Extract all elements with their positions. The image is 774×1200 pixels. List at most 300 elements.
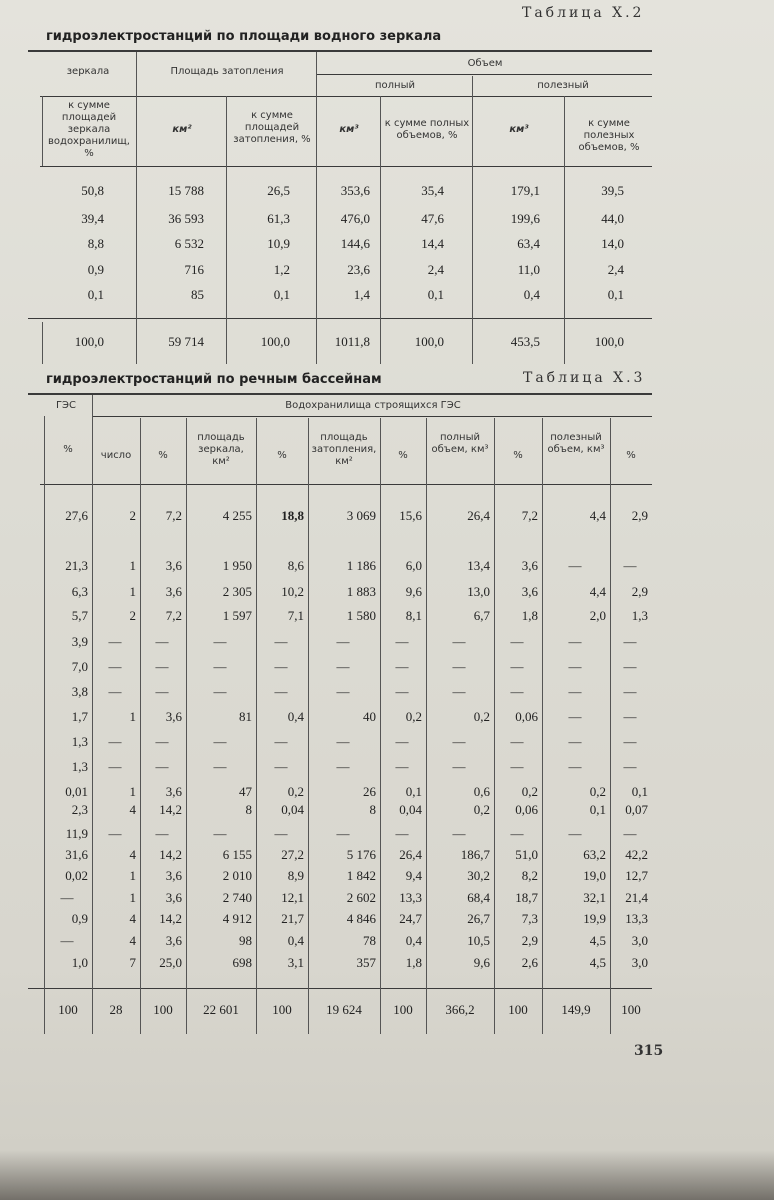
table-x3-cell: 4 846: [346, 911, 376, 926]
table-x3-cell: 4 912: [222, 911, 252, 926]
table-x2-cell: 23,6: [347, 262, 370, 277]
table-x3-cell: 40: [363, 709, 376, 724]
table-x2-cell: 8,8: [87, 236, 104, 251]
table-x3-cell: 0,02: [65, 868, 88, 883]
table-x3-cell: 8,1: [405, 608, 422, 623]
table-x3-cell: 1,7: [71, 709, 88, 724]
table-x2-cell: 39,4: [81, 211, 104, 226]
table-x2-total-rule: [28, 318, 652, 319]
table-x3-cell: 1 883: [346, 584, 376, 599]
table-x3-cell: 0,2: [473, 709, 490, 724]
table-x2-cell: 36 593: [168, 211, 204, 226]
table-x3-cell: 13,0: [467, 584, 490, 599]
table-x3-cell: 7,2: [521, 508, 538, 523]
table-x3-cell: 9,6: [473, 955, 490, 970]
table-x3-cell: 8,2: [521, 868, 538, 883]
table-x2-cell: 10,9: [267, 236, 290, 251]
table-x3-total-cell: 19 624: [326, 1002, 362, 1017]
table-x2-total-cell: 59 714: [168, 334, 204, 349]
table-x3-cell: 42,2: [625, 847, 648, 862]
table-x3-cell: 7,0: [71, 659, 88, 674]
table-x2-cell: 44,0: [601, 211, 624, 226]
table-x3-cell: —: [274, 826, 288, 841]
table-x3-cell: —: [623, 826, 637, 841]
table-x3-cell: —: [510, 759, 524, 774]
table-x3-total-rule: [28, 988, 652, 989]
table-x3-cell: 5,7: [71, 608, 88, 623]
table-x3-cell: 51,0: [515, 847, 538, 862]
table-x3-cell: 26,4: [467, 508, 490, 523]
table-x3-cell: 2: [129, 508, 136, 523]
table-x3-cell: 357: [356, 955, 376, 970]
table-x3-cell: 1 580: [346, 608, 376, 623]
table-x2-cell: 2,4: [427, 262, 444, 277]
table-x3-cell: 0,01: [65, 784, 88, 799]
table-x2-total-cell: 1011,8: [334, 334, 370, 349]
table-x2-cell: 61,3: [267, 211, 290, 226]
table-x2-cell: 35,4: [421, 183, 444, 198]
table-x2-vrule: [226, 96, 227, 364]
table-x3-cell: 14,2: [159, 847, 182, 862]
table-x3-cell: 19,0: [583, 868, 606, 883]
table-x3-cell: 5 176: [346, 847, 376, 862]
table-x3-cell: 10,2: [281, 584, 304, 599]
table-x2-cell: 0,1: [607, 287, 624, 302]
table-x3-cell: 1 597: [222, 608, 252, 623]
table-x3-cell: 21,3: [65, 558, 88, 573]
table-x3-cell: 1,3: [71, 734, 88, 749]
table-x3-cell: 0,07: [625, 802, 648, 817]
table-x3-cell: 32,1: [583, 890, 606, 905]
table-x3-cell: 8: [369, 802, 376, 817]
table-x3-cell: —: [510, 634, 524, 649]
table-x2-header-km2: км²: [172, 124, 192, 135]
table-x3-cell: 1 950: [222, 558, 252, 573]
table-x3-total-cell: 366,2: [445, 1002, 475, 1017]
table-x3-cell: 3,6: [521, 558, 538, 573]
table-x3-cell: 47: [239, 784, 252, 799]
table-x3-cell: 4,4: [589, 584, 606, 599]
table-x3-cell: 4: [129, 911, 136, 926]
table-x2-header-bottom-rule: [40, 166, 652, 167]
table-x3-cell: 2 602: [346, 890, 376, 905]
table-x3-cell: —: [108, 759, 122, 774]
table-x3-cell: 31,6: [65, 847, 88, 862]
table-x3-cell: —: [108, 826, 122, 841]
table-x2-cell: 0,1: [87, 287, 104, 302]
table-x3-cell: 2,9: [631, 508, 648, 523]
table-x3-cell: 1: [129, 558, 136, 573]
table-x2-vrule: [42, 96, 43, 166]
table-x3-vrule: [308, 418, 309, 1034]
table-x3-cell: —: [155, 659, 169, 674]
table-x3-subheader-rule: [92, 416, 652, 417]
table-x3-cell: 10,5: [467, 933, 490, 948]
table-x2-cell: 1,4: [353, 287, 370, 302]
table-x3-vrule: [542, 418, 543, 1034]
table-x3-cell: —: [213, 634, 227, 649]
table-x2-total-cell: 100,0: [414, 334, 444, 349]
table-x2-cell: 179,1: [510, 183, 540, 198]
table-x3-cell: 26,4: [399, 847, 422, 862]
table-x3-cell: —: [452, 634, 466, 649]
table-x3-cell: 0,2: [287, 784, 304, 799]
table-x3-header-col: %: [63, 444, 73, 455]
table-x2-cell: 15 788: [168, 183, 204, 198]
table-x2-cell: 6 532: [174, 236, 204, 251]
table-x2-cell: 14,0: [601, 236, 624, 251]
table-x3-cell: 0,06: [515, 802, 538, 817]
table-x3-cell: 2,9: [631, 584, 648, 599]
table-x3-cell: 11,9: [65, 826, 88, 841]
table-x3-header-col: %: [398, 450, 408, 461]
table-x3-cell: 4,5: [589, 955, 606, 970]
table-x3-label: Таблица X.3: [523, 370, 646, 386]
table-x2-cell: 47,6: [421, 211, 444, 226]
table-x3-total-cell: 28: [109, 1002, 123, 1017]
table-x3-cell: 3,6: [165, 558, 182, 573]
table-x3-header-col: площадь зеркала, км²: [197, 432, 245, 467]
table-x3-cell: 8,6: [287, 558, 304, 573]
table-x3-cell: 4,4: [589, 508, 606, 523]
table-x2-volume-rule: [316, 74, 652, 75]
table-x3-cell: —: [274, 659, 288, 674]
table-x3-vrule: [494, 418, 495, 1034]
table-x2-header-pct-useful: к сумме полезных объемов, %: [578, 118, 640, 153]
page-bottom-shadow: [0, 1150, 774, 1200]
table-x3-cell: —: [510, 684, 524, 699]
table-x3-cell: 9,6: [405, 584, 422, 599]
table-x3-total-cell: 100: [58, 1002, 78, 1017]
table-x3-cell: 3,1: [287, 955, 304, 970]
table-x3-cell: 2,9: [521, 933, 538, 948]
table-x3-header-col: полный объем, км³: [431, 432, 489, 455]
table-x2-heading: гидроэлектростанций по площади водного зеркала: [46, 29, 442, 44]
table-x2-cell: 14,4: [421, 236, 444, 251]
table-x3-top-rule: [28, 393, 652, 395]
table-x3-cell: —: [452, 826, 466, 841]
table-x3-cell: 25,0: [159, 955, 182, 970]
table-x3-cell: 26,7: [467, 911, 490, 926]
table-x3-cell: —: [568, 558, 582, 573]
table-x3-cell: 19,9: [583, 911, 606, 926]
table-x3-cell: 0,1: [589, 802, 606, 817]
table-x3-cell: —: [213, 734, 227, 749]
table-x3-header-col: число: [100, 450, 132, 461]
table-x2-top-rule: [28, 50, 652, 52]
table-x3-cell: 1,8: [405, 955, 422, 970]
table-x3-cell: —: [510, 734, 524, 749]
table-x3-cell: —: [395, 759, 409, 774]
table-x3-cell: 1: [129, 584, 136, 599]
table-x3-cell: —: [213, 659, 227, 674]
table-x3-cell: —: [155, 734, 169, 749]
table-x3-cell: —: [108, 684, 122, 699]
table-x3-cell: —: [108, 734, 122, 749]
table-x3-cell: —: [395, 634, 409, 649]
table-x3-cell: —: [336, 734, 350, 749]
table-x3-total-cell: 100: [393, 1002, 413, 1017]
table-x3-cell: —: [213, 684, 227, 699]
table-x3-cell: 68,4: [467, 890, 490, 905]
table-x2-cell: 144,6: [340, 236, 370, 251]
table-x3-cell: 2 010: [222, 868, 252, 883]
table-x3-cell: 1,3: [71, 759, 88, 774]
table-x3-cell: 1,0: [71, 955, 88, 970]
table-x3-cell: 3,0: [631, 955, 648, 970]
table-x3-cell: 8: [245, 802, 252, 817]
table-x2-header-pct-mirror: к сумме площадей зеркала водохранилищ, %: [48, 100, 130, 159]
table-x2-cell: 11,0: [517, 262, 540, 277]
table-x3-cell: 14,2: [159, 911, 182, 926]
table-x3-cell: 0,9: [71, 911, 88, 926]
table-x3-cell: 3,6: [165, 868, 182, 883]
table-x3-cell: 0,04: [281, 802, 304, 817]
table-x3-vrule: [380, 418, 381, 1034]
table-x3-header-col: %: [158, 450, 168, 461]
table-x3-header-col: %: [513, 450, 523, 461]
table-x3-cell: —: [274, 759, 288, 774]
table-x3-cell: 2,3: [71, 802, 88, 817]
table-x2-header-km3-full: км³: [339, 124, 359, 135]
table-x3-cell: —: [108, 634, 122, 649]
table-x2-cell: 39,5: [601, 183, 624, 198]
table-x3-cell: —: [623, 659, 637, 674]
table-x3-cell: —: [274, 634, 288, 649]
table-x3-cell: 26: [363, 784, 376, 799]
table-x3-cell: 0,06: [515, 709, 538, 724]
table-x3-cell: 18,8: [281, 508, 304, 523]
table-x3-cell: —: [213, 759, 227, 774]
table-x2-cell: 199,6: [510, 211, 540, 226]
table-x3-cell: 6 155: [222, 847, 252, 862]
table-x3-cell: 4: [129, 933, 136, 948]
table-x3-cell: —: [336, 634, 350, 649]
table-x3-cell: —: [336, 759, 350, 774]
table-x3-cell: 0,2: [473, 802, 490, 817]
table-x3-cell: 7,2: [165, 508, 182, 523]
table-x3-cell: —: [623, 684, 637, 699]
table-x3-total-cell: 149,9: [561, 1002, 591, 1017]
table-x3-cell: —: [155, 684, 169, 699]
table-x3-cell: 18,7: [515, 890, 538, 905]
table-x3-cell: 2 740: [222, 890, 252, 905]
table-x3-cell: —: [395, 659, 409, 674]
table-x2-total-cell: 453,5: [510, 334, 540, 349]
table-x3-header-col: %: [626, 450, 636, 461]
table-x3-cell: —: [568, 826, 582, 841]
table-x2-cell: 0,1: [427, 287, 444, 302]
table-x3-cell: 3,8: [71, 684, 88, 699]
table-x2-header-pct-flood: к сумме площадей затопления, %: [233, 110, 311, 145]
table-x3-cell: —: [510, 826, 524, 841]
table-x3-cell: 6,0: [405, 558, 422, 573]
table-x3-cell: 3,6: [165, 933, 182, 948]
table-x2-total-cell: 100,0: [260, 334, 290, 349]
table-x3-cell: 6,3: [71, 584, 88, 599]
table-x3-vrule: [44, 416, 45, 1034]
table-x3-cell: 78: [363, 933, 376, 948]
table-x2-header-km3-useful: км³: [509, 124, 529, 135]
table-x3-cell: 27,6: [65, 508, 88, 523]
table-x3-vrule: [426, 418, 427, 1034]
table-x3-cell: 0,1: [405, 784, 422, 799]
table-x3-cell: 13,3: [399, 890, 422, 905]
table-x3-cell: 81: [239, 709, 252, 724]
table-x2-vrule: [136, 52, 137, 364]
table-x3-cell: —: [452, 734, 466, 749]
table-x2-total-cell: 100,0: [594, 334, 624, 349]
table-x3-cell: —: [510, 659, 524, 674]
table-x3-cell: 7,1: [287, 608, 304, 623]
table-x3-cell: 2,6: [521, 955, 538, 970]
table-x2-header-flood-area: Площадь затопления: [170, 66, 284, 77]
table-x3-cell: 21,4: [625, 890, 648, 905]
page-number: 315: [634, 1043, 664, 1059]
table-x3-cell: —: [568, 684, 582, 699]
table-x3-cell: 4: [129, 802, 136, 817]
table-x3-cell: 4: [129, 847, 136, 862]
table-x3-header-bottom-rule: [40, 484, 652, 485]
table-x3-vrule: [140, 418, 141, 1034]
table-x3-cell: 4 255: [222, 508, 252, 523]
table-x3-cell: —: [336, 684, 350, 699]
table-x3-cell: —: [336, 659, 350, 674]
table-x3-cell: —: [336, 826, 350, 841]
table-x2-cell: 85: [191, 287, 204, 302]
table-x2-cell: 2,4: [607, 262, 624, 277]
table-x2-cell: 353,6: [340, 183, 370, 198]
table-x3-header-col: %: [277, 450, 287, 461]
table-x3-total-cell: 100: [272, 1002, 292, 1017]
table-x3-cell: —: [60, 890, 74, 905]
table-x3-cell: 14,2: [159, 802, 182, 817]
table-x3-cell: —: [452, 684, 466, 699]
table-x3-cell: 0,4: [287, 709, 304, 724]
table-x2-header-volume: Объем: [467, 58, 503, 69]
table-x3-cell: —: [568, 759, 582, 774]
table-x3-cell: —: [623, 709, 637, 724]
table-x3-cell: —: [623, 558, 637, 573]
table-x2-header-full: полный: [375, 80, 415, 91]
table-x3-header-ges: ГЭС: [55, 400, 77, 411]
table-x3-total-cell: 100: [621, 1002, 641, 1017]
table-x3-cell: 6,7: [473, 608, 490, 623]
table-x2-label: Таблица X.2: [522, 5, 645, 21]
table-x3-cell: 13,3: [625, 911, 648, 926]
table-x2-cell: 716: [184, 262, 204, 277]
table-x3-cell: —: [568, 659, 582, 674]
table-x3-cell: —: [395, 734, 409, 749]
table-x3-cell: —: [452, 759, 466, 774]
table-x3-cell: —: [395, 826, 409, 841]
table-x3-total-cell: 22 601: [203, 1002, 239, 1017]
table-x2-subheader-rule: [40, 96, 652, 97]
table-x3-header-reservoirs: Водохранилища строящихся ГЭС: [285, 400, 461, 411]
table-x3-cell: —: [155, 634, 169, 649]
table-x3-cell: —: [108, 659, 122, 674]
table-x3-cell: 4,5: [589, 933, 606, 948]
table-x2-cell: 0,9: [87, 262, 104, 277]
table-x3-cell: 9,4: [405, 868, 422, 883]
table-x3-cell: —: [623, 759, 637, 774]
table-x3-header-col: полезный объем, км³: [547, 432, 605, 455]
table-x3-cell: 0,2: [521, 784, 538, 799]
table-x3-cell: 0,04: [399, 802, 422, 817]
table-x2-cell: 1,2: [273, 262, 290, 277]
table-x3-cell: 21,7: [281, 911, 304, 926]
table-x3-heading: гидроэлектростанций по речным бассейнам: [46, 372, 382, 387]
table-x3-cell: —: [155, 759, 169, 774]
table-x3-cell: —: [452, 659, 466, 674]
table-x3-cell: —: [395, 684, 409, 699]
table-x3-total-cell: 100: [508, 1002, 528, 1017]
table-x3-cell: 7: [129, 955, 136, 970]
table-x2-cell: 0,1: [273, 287, 290, 302]
table-x2-header-useful: полезный: [537, 80, 589, 91]
table-x2-cell: 0,4: [523, 287, 540, 302]
table-x3-cell: 13,4: [467, 558, 490, 573]
table-x3-cell: —: [213, 826, 227, 841]
table-x3-cell: 3,6: [165, 784, 182, 799]
table-x3-cell: 3,6: [165, 584, 182, 599]
table-x3-cell: 2 305: [222, 584, 252, 599]
table-x3-cell: 12,1: [281, 890, 304, 905]
table-x3-cell: 8,9: [287, 868, 304, 883]
table-x3-cell: 0,6: [473, 784, 490, 799]
table-x3-cell: —: [568, 709, 582, 724]
table-x3-cell: 0,2: [405, 709, 422, 724]
table-x3-cell: 27,2: [281, 847, 304, 862]
table-x2-cell: 63,4: [517, 236, 540, 251]
table-x3-cell: 15,6: [399, 508, 422, 523]
table-x3-cell: 0,4: [287, 933, 304, 948]
table-x3-cell: 63,2: [583, 847, 606, 862]
table-x3-cell: —: [568, 634, 582, 649]
table-x3-cell: —: [274, 734, 288, 749]
table-x3-cell: 0,4: [405, 933, 422, 948]
table-x3-cell: 12,7: [625, 868, 648, 883]
table-x3-vrule: [186, 418, 187, 1034]
table-x3-cell: 1 186: [346, 558, 376, 573]
table-x3-cell: —: [568, 734, 582, 749]
table-x3-cell: 1,8: [521, 608, 538, 623]
table-x2-vrule: [380, 96, 381, 364]
table-x3-header-col: площадь затопления, км²: [311, 432, 377, 467]
table-x3-cell: 3,6: [165, 709, 182, 724]
table-x3-cell: 24,7: [399, 911, 422, 926]
table-x2-header-pct-full: к сумме полных объемов, %: [384, 118, 470, 141]
table-x3-cell: 98: [239, 933, 252, 948]
table-x3-cell: 0,2: [589, 784, 606, 799]
table-x3-vrule: [256, 418, 257, 1034]
table-x2-vrule: [564, 96, 565, 364]
table-x3-cell: 3,6: [165, 890, 182, 905]
table-x3-cell: 7,3: [521, 911, 538, 926]
table-x3-cell: 1,3: [631, 608, 648, 623]
table-x3-cell: —: [623, 734, 637, 749]
table-x3-cell: 1: [129, 890, 136, 905]
table-x2-cell: 476,0: [340, 211, 370, 226]
table-x3-cell: 2,0: [589, 608, 606, 623]
table-x3-cell: 186,7: [460, 847, 490, 862]
table-x3-cell: —: [274, 684, 288, 699]
table-x3-cell: 3,9: [71, 634, 88, 649]
table-x2-cell: 26,5: [267, 183, 290, 198]
table-x3-cell: —: [155, 826, 169, 841]
table-x3-cell: 1: [129, 868, 136, 883]
table-x3-cell: 2: [129, 608, 136, 623]
